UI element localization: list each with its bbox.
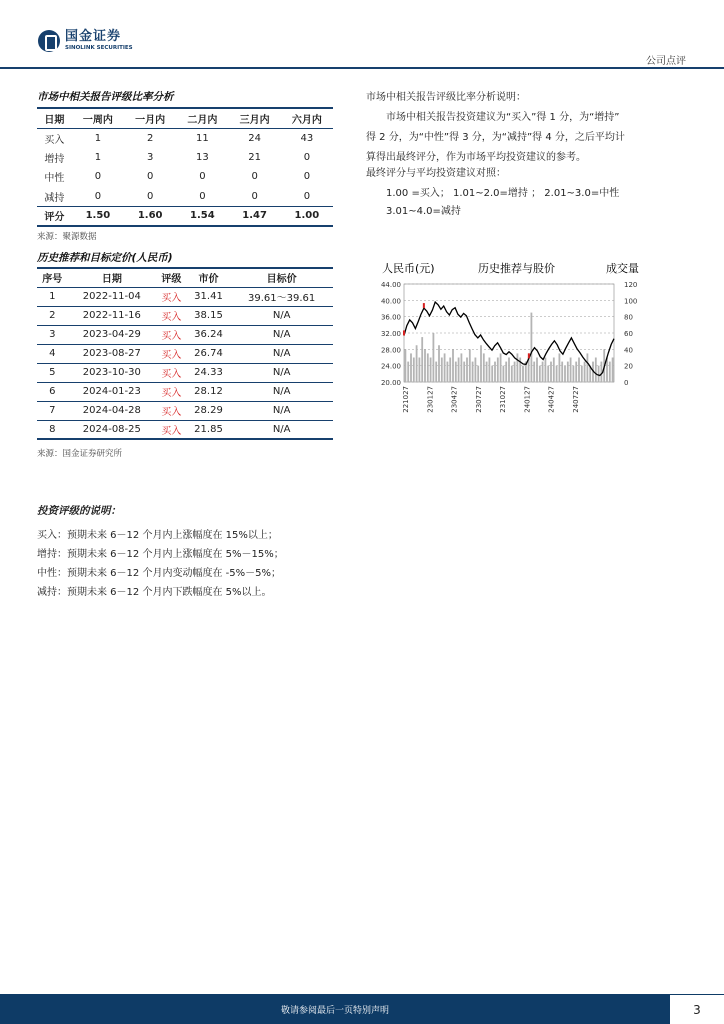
table-cell: 4 [49, 348, 56, 359]
volume-bar [427, 353, 429, 382]
volume-bar [469, 349, 471, 382]
table-row [37, 325, 333, 344]
explanation-line: 市场中相关报告投资建议为“买入”得 1 分，为“增持” [386, 112, 620, 123]
volume-bar [458, 358, 460, 383]
volume-bar [435, 362, 437, 382]
y2-tick-label: 20 [624, 362, 633, 371]
x-tick-label: 230427 [450, 386, 459, 413]
volume-bar [486, 362, 488, 382]
volume-bar [536, 358, 538, 383]
volume-bar [539, 366, 541, 382]
explanation-line: 1.00 =买入； 1.01~2.0=增持 ； 2.01~3.0=中性 [386, 188, 620, 199]
volume-bar [595, 358, 597, 383]
rating-stats-table [37, 107, 333, 227]
volume-bar [550, 362, 552, 382]
chart-y2label: 成交量 [606, 262, 639, 275]
page-header [0, 0, 724, 70]
table-cell: 26.74 [194, 348, 223, 359]
rating-stats-title: 市场中相关报告评级比率分析 [37, 91, 174, 103]
volume-bar [424, 349, 426, 382]
table-cell: 11 [196, 132, 209, 144]
table-cell: 2022-11-04 [82, 291, 141, 302]
y2-tick-label: 40 [624, 346, 633, 355]
table-cell: 2023-10-30 [82, 367, 141, 378]
score-cell: 评分 [44, 212, 65, 223]
page-footer [0, 994, 724, 1024]
volume-bar [508, 358, 510, 383]
table-row [37, 287, 333, 306]
table-cell: 1 [94, 151, 102, 163]
volume-bar [500, 353, 502, 382]
x-tick-label: 240727 [572, 386, 580, 413]
table-cell: 买入 [44, 134, 65, 146]
y2-tick-label: 120 [624, 281, 638, 289]
score-cell: 1.47 [242, 210, 267, 221]
volume-bar [547, 366, 549, 382]
rating-cell: 买入 [161, 388, 182, 399]
volume-bar [522, 366, 524, 382]
explanation-line: 得 2 分，为“中性”得 3 分，为“减持”得 4 分，之后平均计 [366, 132, 625, 143]
table-cell: 0 [251, 171, 258, 183]
score-cell: 1.00 [294, 210, 320, 221]
x-tick-label: 231027 [499, 386, 508, 413]
table-row [37, 306, 333, 325]
table-cell: 2024-08-25 [82, 423, 141, 435]
volume-bar [407, 362, 409, 382]
y-tick-label: 32.00 [380, 330, 401, 338]
table-header-cell: 目标价 [266, 274, 297, 286]
rating-marker [528, 353, 530, 358]
table-cell: 2 [49, 310, 56, 321]
footer-disclaimer: 敬请参阅最后一页特别声明 [280, 1006, 389, 1016]
price-history-chart [370, 258, 640, 418]
table-header-cell: 二月内 [187, 114, 218, 126]
volume-bar [433, 333, 435, 382]
table-header-row [37, 268, 333, 287]
volume-bar [545, 358, 547, 383]
table-cell: 0 [146, 190, 154, 202]
table-cell: 0 [94, 171, 102, 183]
table-row [37, 148, 333, 168]
y2-tick-label: 100 [624, 297, 638, 306]
rating-cell: 买入 [161, 331, 182, 342]
table-header-cell: 三月内 [239, 114, 270, 126]
table-cell: N/A [272, 405, 291, 416]
volume-bar [598, 366, 600, 382]
table-cell: 2023-08-27 [82, 348, 141, 359]
table-cell: 0 [303, 171, 311, 183]
table-cell: 3 [49, 329, 56, 340]
table-cell: 21 [248, 151, 261, 163]
rating-cell: 买入 [161, 425, 182, 437]
volume-bar [419, 358, 421, 383]
volume-bar [505, 362, 507, 382]
volume-bar [609, 362, 611, 382]
table-cell: 7 [49, 405, 56, 416]
table-cell: 0 [199, 190, 206, 202]
volume-bar [466, 358, 468, 383]
table-cell: 中性 [44, 173, 65, 185]
table-row [37, 382, 333, 401]
explanation-line: 算得出最终评分，作为市场平均投资建议的参考。 [366, 152, 586, 163]
table-cell: 24.33 [194, 367, 223, 378]
table-cell: 5 [49, 367, 56, 378]
volume-bar [514, 362, 516, 382]
history-source: 来源：国金证券研究所 [37, 449, 123, 459]
rating-cell: 买入 [161, 369, 182, 380]
table-header-cell: 序号 [42, 274, 63, 286]
table-row [37, 187, 333, 207]
y-tick-label: 36.00 [380, 313, 401, 322]
volume-bar [444, 353, 446, 382]
table-cell: N/A [272, 367, 291, 378]
y-tick-label: 24.00 [380, 362, 401, 371]
volume-bar [483, 353, 485, 382]
y-tick-label: 44.00 [380, 281, 401, 289]
volume-bar [455, 362, 457, 382]
table-row [37, 363, 333, 382]
rating-cell: 买入 [161, 350, 182, 361]
volume-bar [573, 366, 575, 382]
table-cell: 0 [94, 190, 102, 202]
rating-legend-title: 投资评级的说明： [37, 505, 121, 517]
volume-bar [416, 345, 418, 382]
y-tick-label: 28.00 [380, 346, 401, 355]
y2-tick-label: 80 [624, 313, 633, 322]
table-cell: 6 [49, 386, 56, 397]
volume-bar [578, 358, 580, 383]
table-header-cell: 市价 [198, 274, 219, 286]
x-tick-label: 240127 [523, 386, 532, 413]
page-number: 3 [670, 994, 724, 1024]
table-header-cell: 评级 [161, 274, 182, 286]
chart-title: 历史推荐与股价 [478, 262, 555, 275]
volume-bar [581, 366, 583, 382]
table-cell: 43 [300, 132, 314, 144]
score-row [37, 206, 333, 226]
score-cell: 1.50 [85, 210, 111, 221]
volume-bar [553, 358, 555, 383]
volume-bar [475, 358, 477, 383]
volume-bar [494, 362, 496, 382]
volume-bar [587, 353, 589, 382]
table-header-row [37, 108, 333, 128]
volume-bar [561, 362, 563, 382]
table-cell: 2023-04-29 [82, 329, 141, 340]
table-cell: 28.29 [194, 405, 223, 416]
table-cell: 38.15 [194, 310, 223, 321]
table-cell: 0 [303, 190, 311, 202]
chart-ylabel: 人民币(元) [382, 262, 435, 275]
table-cell: 2024-01-23 [82, 386, 141, 397]
logo-cn-text: 国金证券 [65, 29, 122, 44]
volume-bar [556, 366, 558, 382]
table-cell: 3 [146, 151, 154, 163]
table-cell: 24 [248, 132, 261, 144]
volume-bar [601, 362, 603, 382]
rating-cell: 买入 [161, 293, 182, 304]
rating-stats-source: 来源：聚源数据 [37, 232, 97, 242]
volume-bar [584, 362, 586, 382]
table-cell: 0 [199, 171, 206, 183]
table-cell: 39.61～39.61 [248, 293, 316, 304]
explanation-title: 市场中相关报告评级比率分析说明： [366, 92, 526, 103]
volume-bar [421, 337, 423, 382]
table-cell: N/A [272, 310, 291, 321]
table-cell: 36.24 [194, 329, 223, 340]
table-row [37, 420, 333, 439]
y-tick-label: 20.00 [380, 379, 401, 387]
table-row [37, 344, 333, 363]
table-header-cell: 日期 [44, 114, 65, 126]
rating-cell: 买入 [161, 312, 182, 323]
volume-bar [441, 358, 443, 383]
table-header-cell: 一周内 [82, 114, 113, 126]
y-tick-label: 40.00 [380, 297, 401, 306]
volume-bar [559, 353, 561, 382]
volume-bar [438, 345, 440, 382]
table-cell: 31.41 [194, 291, 223, 302]
table-cell: 2024-04-28 [82, 405, 141, 416]
header-divider [0, 67, 724, 69]
rating-legend-buy: 买入：预期未来 6－12 个月内上涨幅度在 15%以上； [37, 530, 278, 541]
volume-bar [517, 353, 519, 382]
volume-bar [477, 366, 479, 382]
volume-bar [531, 313, 533, 382]
company-logo [38, 29, 133, 53]
x-tick-label: 230727 [474, 386, 483, 413]
volume-bar [430, 358, 432, 383]
volume-bar [564, 366, 566, 382]
explanation-line: 3.01~4.0=减持 [386, 206, 461, 217]
table-cell: 0 [303, 151, 311, 163]
rating-legend-neutral: 中性：预期未来 6－12 个月内变动幅度在 -5%－5%； [37, 568, 281, 579]
volume-bar [570, 358, 572, 383]
table-cell: 8 [49, 423, 56, 435]
table-cell: 2 [146, 132, 154, 144]
volume-bar [511, 366, 513, 382]
volume-bar [503, 366, 505, 382]
score-cell: 1.60 [137, 210, 163, 221]
rating-legend-add: 增持：预期未来 6－12 个月内上涨幅度在 5%－15%； [37, 549, 284, 560]
table-header-cell: 一月内 [135, 114, 166, 126]
table-row [37, 167, 333, 187]
rating-cell: 买入 [161, 407, 182, 418]
history-title: 历史推荐和目标定价(人民币) [37, 252, 173, 264]
volume-bar [472, 362, 474, 382]
table-cell: 0 [146, 171, 154, 183]
report-category: 公司点评 [646, 56, 686, 67]
volume-bar [413, 358, 415, 383]
rating-marker [423, 303, 425, 308]
volume-bar [452, 349, 454, 382]
table-cell: 1 [49, 291, 56, 302]
explanation-line: 最终评分与平均投资建议对照： [366, 168, 506, 179]
table-row [37, 128, 333, 148]
volume-bar [497, 358, 499, 383]
table-cell: N/A [272, 423, 291, 435]
table-cell: 13 [196, 151, 209, 163]
rating-marker [403, 330, 405, 335]
table-cell: N/A [272, 386, 291, 397]
volume-bar [533, 362, 535, 382]
rating-legend-reduce: 减持：预期未来 6－12 个月内下跌幅度在 5%以上。 [37, 587, 272, 598]
table-header-cell: 六月内 [291, 114, 322, 126]
x-tick-label: 221027 [402, 386, 410, 413]
table-cell: 28.12 [194, 386, 223, 397]
table-cell: 21.85 [194, 423, 223, 435]
volume-bar [447, 362, 449, 382]
table-cell: N/A [272, 348, 291, 359]
x-tick-label: 230127 [426, 386, 435, 413]
table-cell: 0 [251, 190, 258, 202]
volume-bar [491, 366, 493, 382]
volume-bar [575, 362, 577, 382]
table-cell: 1 [94, 132, 102, 144]
x-tick-label: 240427 [547, 386, 556, 413]
volume-bar [612, 358, 614, 383]
table-cell: 增持 [44, 153, 65, 165]
volume-bar [463, 362, 465, 382]
y2-tick-label: 0 [624, 379, 629, 387]
volume-bar [480, 345, 482, 382]
volume-bar [405, 349, 407, 382]
table-row [37, 401, 333, 420]
volume-bar [461, 353, 463, 382]
logo-icon [38, 30, 60, 52]
volume-bar [542, 362, 544, 382]
volume-bar [567, 362, 569, 382]
history-table [37, 267, 333, 440]
logo-en-text: SINOLINK SECURITIES [65, 45, 133, 51]
volume-bar [410, 353, 412, 382]
volume-bar [449, 358, 451, 383]
table-cell: 2022-11-16 [82, 310, 141, 321]
score-cell: 1.54 [190, 210, 215, 221]
table-header-cell: 日期 [101, 274, 122, 286]
table-cell: 减持 [44, 192, 65, 204]
table-cell: N/A [272, 329, 291, 340]
y2-tick-label: 60 [624, 330, 633, 338]
volume-bar [489, 358, 491, 383]
